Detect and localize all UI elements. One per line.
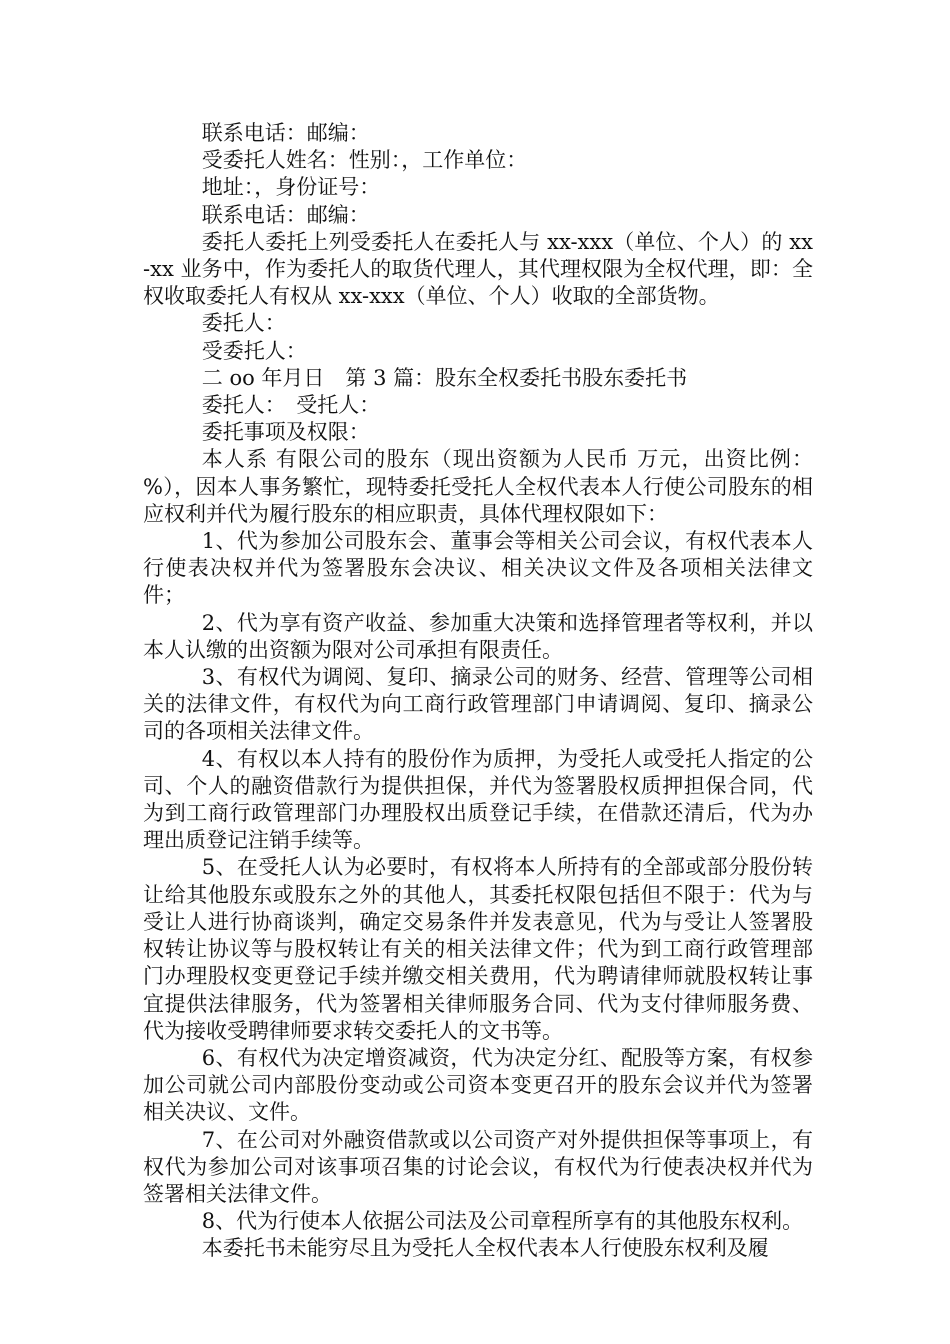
authority-item-2: 2、代为享有资产收益、参加重大决策和选择管理者等权利，并以本人认缴的出资额为限对公司承担有限责任。 [143, 610, 813, 662]
document-body [143, 120, 813, 1263]
principal-signature-line: 委托人： [201, 311, 286, 336]
authority-item-1: 1、代为参加公司股东会、董事会等相关公司会议，有权代表本人行使表决权并代为签署股东会决议、相关决议文件及各项相关法律文件； [143, 529, 813, 608]
shareholder-statement: 本人系 有限公司的股东（现出资额为人民币 万元，出资比例：%），因本人事务繁忙，现特委托受托人全权代表本人行使公司股东的相应权利并代为履行股东的相应职责，具体代理权限如下： [143, 447, 813, 526]
authority-item-4: 4、有权以本人持有的股份作为质押，为受托人或受托人指定的公司、个人的融资借款行为提供担保，并代为签署股权质押担保合同，代为到工商行政管理部门办理股权出质登记手续，在借款还清后，代为办理出质登记注销手续等。 [143, 746, 813, 853]
trustee-signature-line: 受委托人： [201, 338, 307, 363]
parties-line: 委托人： 受托人： [201, 393, 381, 418]
authority-item-6: 6、有权代为决定增资减资，代为决定分红、配股等方案，有权参加公司就公司内部股份变动或公司资本变更召开的股东会议并代为签署相关决议、文件。 [143, 1045, 813, 1125]
authority-item-3: 3、有权代为调阅、复印、摘录公司的财务、经营、管理等公司相关的法律文件，有权代为向工商行政管理部门申请调阅、复印、摘录公司的各项相关法律文件。 [143, 665, 813, 744]
address-line: 地址：，身份证号： [201, 175, 381, 200]
scope-heading: 委托事项及权限： [201, 420, 370, 445]
date-and-section-title: 二 oo 年月日 第 3 篇：股东全权委托书股东委托书 [201, 365, 688, 390]
authority-item-5: 5、在受托人认为必要时，有权将本人所持有的全部或部分股份转让给其他股东或股东之外的其他人，其委托权限包括但不限于：代为与受让人进行协商谈判，确定交易条件并发表意见，代为与受让人签署股权转让协议等与股权转让有关的相关法律文件；代为到工商行政管理部门办理股权变更登记手续并缴交相关费用，代为聘请律师就股权转让事宜提供法律服务，代为签署相关律师服务合同、代为支付律师服务费、代为接收受聘律师要求转交委托人的文书等。 [143, 855, 813, 1043]
contact-phone-line: 联系电话：邮编： [201, 121, 370, 145]
authority-item-8: 8、代为行使本人依据公司法及公司章程所享有的其他股东权利。 [201, 1209, 804, 1234]
closing-paragraph: 本委托书未能穷尽且为受托人全权代表本人行使股东权利及履 [201, 1236, 769, 1261]
delegation-paragraph: 委托人委托上列受委托人在委托人与 xx-xxx（单位、个人）的 xx-xx 业务中，作为委托人的取货代理人，其代理权限为全权代理，即：全权收取委托人有权从 xx-xxx（单位、个人）收取的全部货物。 [143, 229, 813, 309]
trustee-info-line: 受委托人姓名：性别：，工作单位： [201, 148, 528, 173]
authority-item-7: 7、在公司对外融资借款或以公司资产对外提供担保等事项上，有权代为参加公司对该事项召集的讨论会议，有权代为行使表决权并代为签署相关法律文件。 [143, 1127, 813, 1206]
contact-phone-line-2: 联系电话：邮编： [201, 202, 370, 227]
